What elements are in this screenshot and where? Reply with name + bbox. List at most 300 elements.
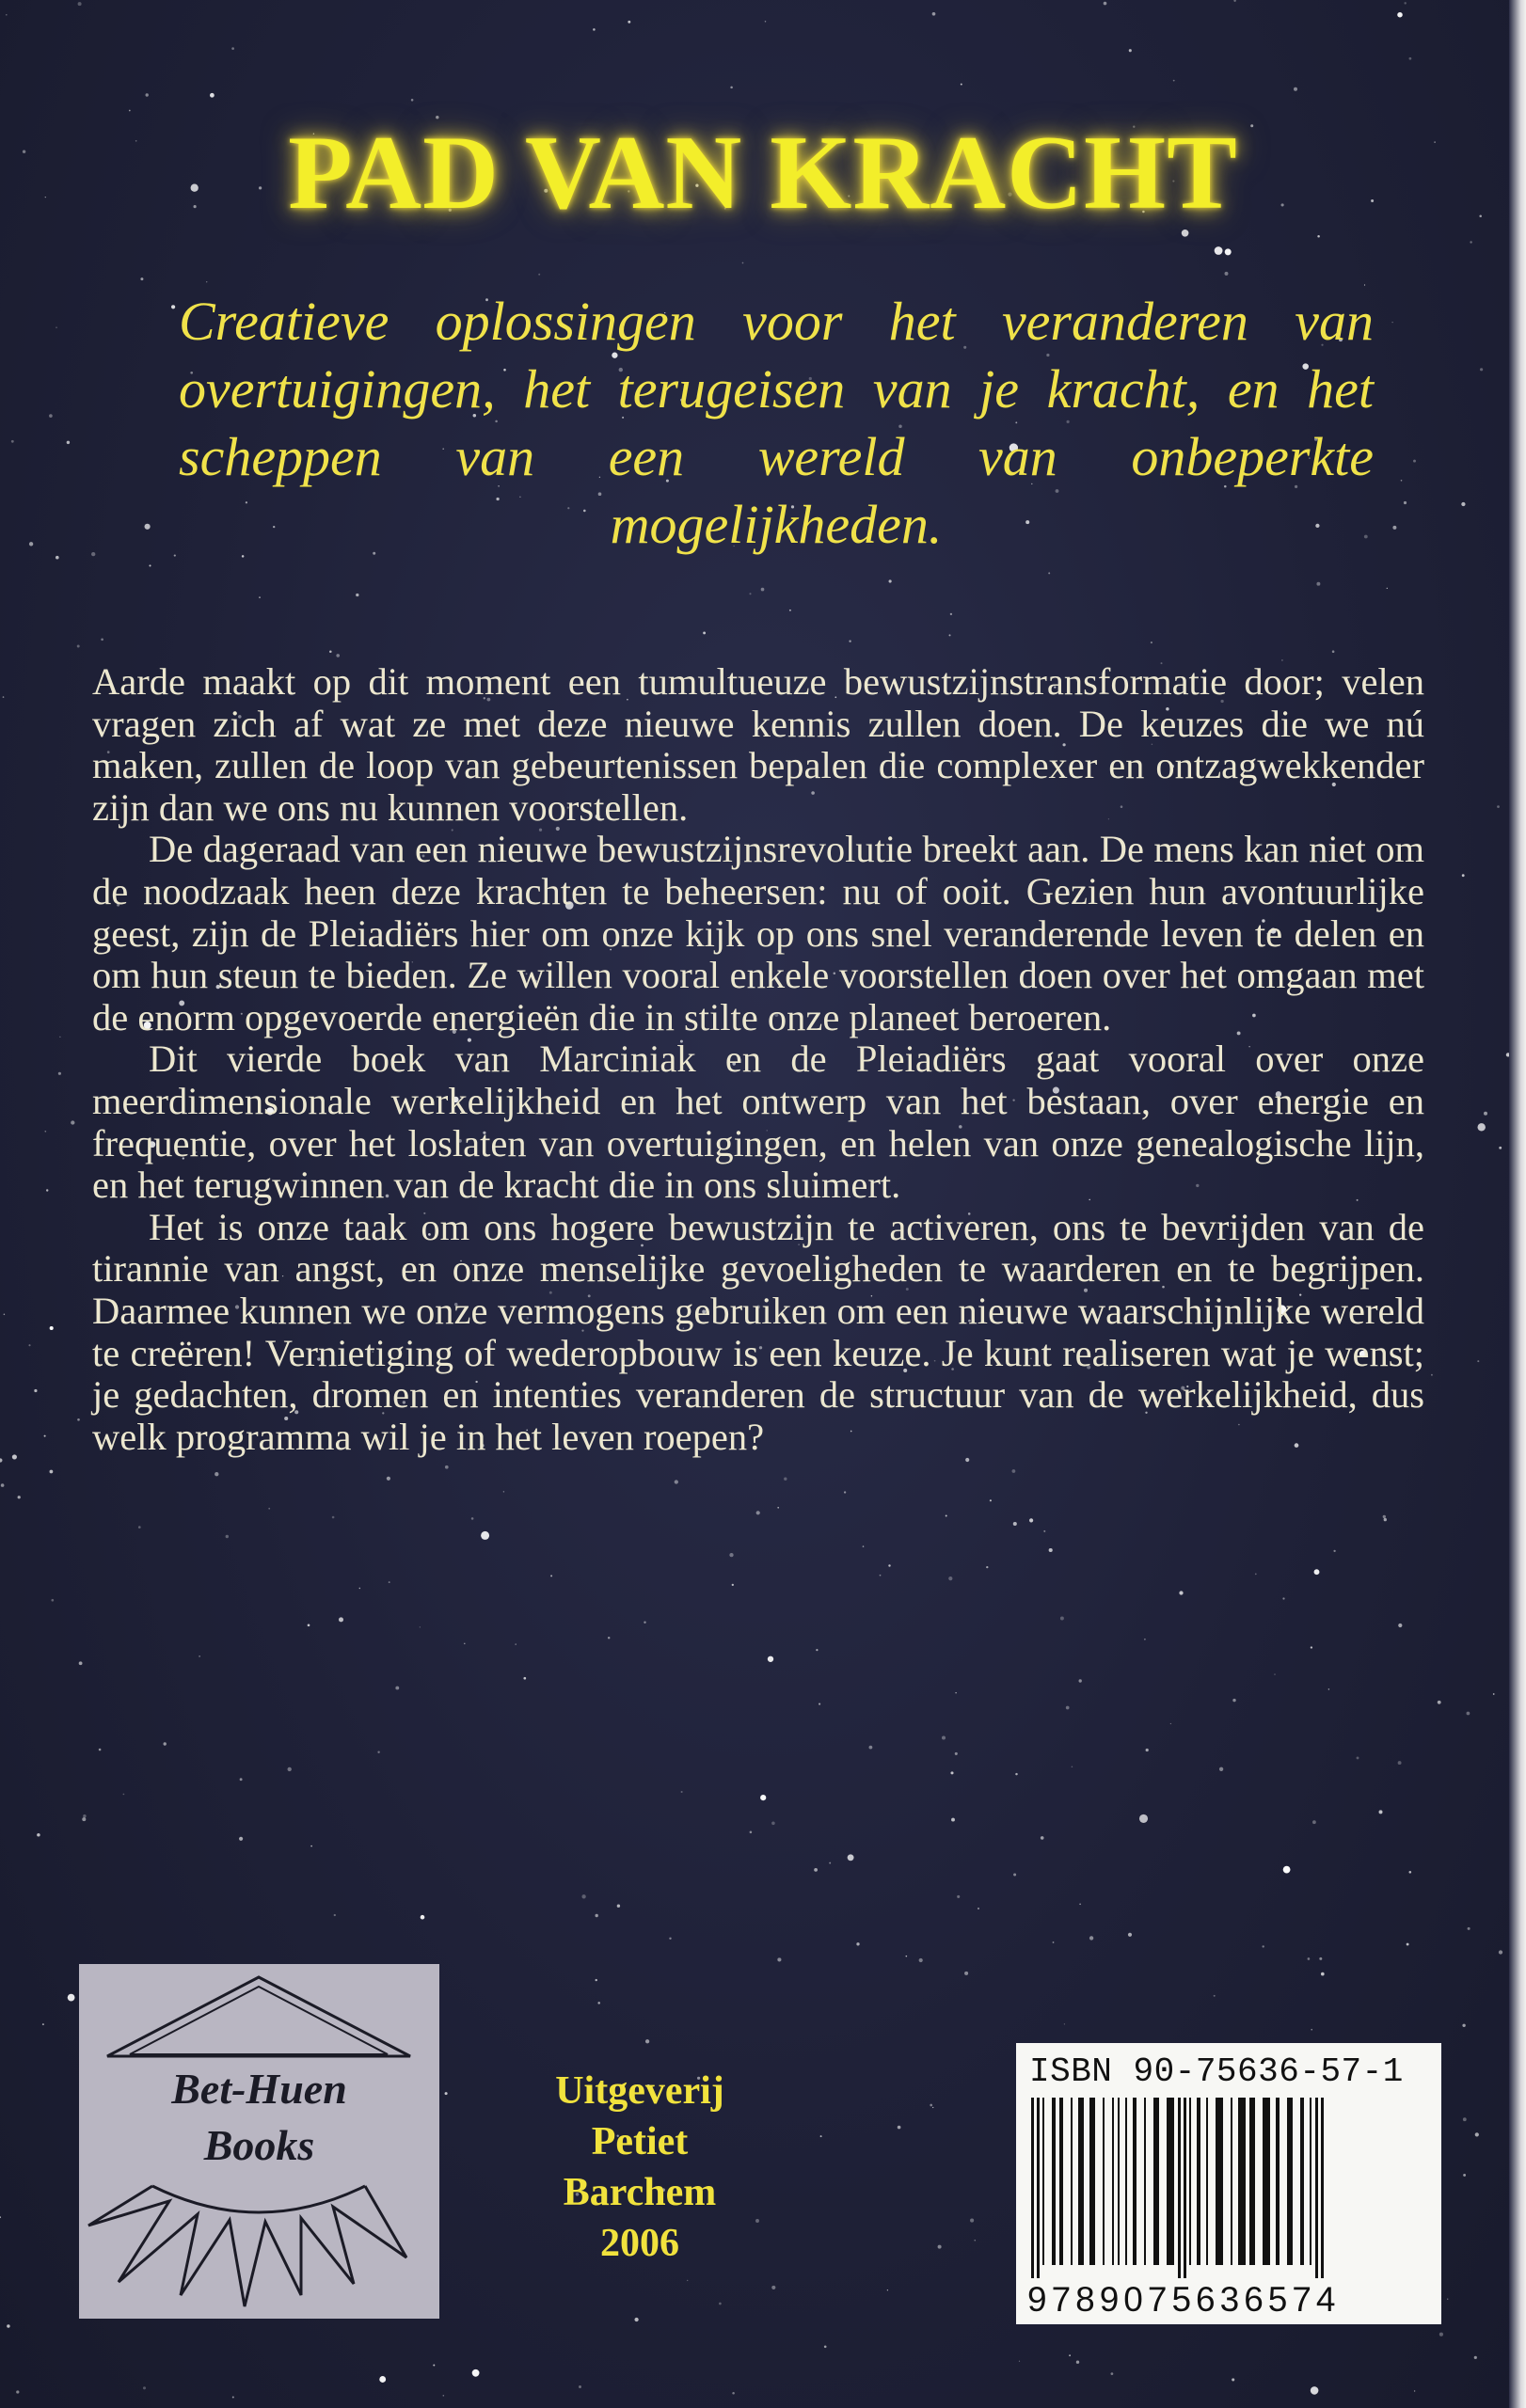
barcode-bars xyxy=(1025,2098,1432,2278)
barcode-bar xyxy=(1287,2098,1293,2265)
star xyxy=(1225,272,1229,276)
star xyxy=(771,2286,775,2289)
barcode-bar xyxy=(1263,2098,1270,2265)
star xyxy=(6,14,8,15)
star xyxy=(3,696,5,698)
star xyxy=(16,2390,19,2393)
star xyxy=(1332,650,1335,653)
star xyxy=(1170,1723,1171,1724)
star xyxy=(1019,2361,1020,2362)
star xyxy=(1312,1820,1316,1824)
barcode-bar xyxy=(1042,2098,1044,2265)
star xyxy=(538,274,540,276)
star xyxy=(814,1868,818,1872)
star xyxy=(1015,1773,1017,1775)
publisher-line1: Uitgeverij xyxy=(555,2069,724,2113)
star xyxy=(481,1531,489,1540)
star xyxy=(34,1389,37,1392)
star xyxy=(942,1735,946,1739)
star xyxy=(579,2385,581,2388)
star xyxy=(268,1508,270,1510)
star xyxy=(1076,2361,1079,2364)
star xyxy=(617,1905,620,1908)
star xyxy=(1069,2354,1071,2356)
star xyxy=(210,93,215,98)
barcode-bar xyxy=(1231,2098,1232,2265)
star xyxy=(11,440,14,443)
star xyxy=(1255,1574,1257,1576)
isbn-barcode xyxy=(1016,2043,1441,2324)
star xyxy=(389,1581,390,1583)
star xyxy=(1079,1904,1081,1906)
star xyxy=(1060,1617,1064,1621)
star xyxy=(443,2395,445,2397)
star xyxy=(932,2107,933,2108)
star xyxy=(226,1535,229,1538)
star xyxy=(288,1767,292,1771)
star xyxy=(1049,1548,1053,1552)
star xyxy=(411,99,414,102)
star xyxy=(957,1895,960,1898)
star xyxy=(377,1751,379,1753)
blurb-paragraph: Dit vierde boek van Marciniak en de Pleiadiërs gaat vooral over onze meerdimensionale werkelijkheid en het ontwerp van het bestaan, over energie en frequentie, over het loslaten van overtuigingen, en helen van onze genealogische lijn, en het terugwinnen van de kracht die in ons sluimert. xyxy=(92,1038,1424,1207)
star xyxy=(1079,1679,1082,1682)
star xyxy=(1232,1699,1235,1702)
star xyxy=(1407,1943,1409,1946)
star xyxy=(848,1854,854,1861)
star xyxy=(0,1458,2,1462)
star xyxy=(146,93,149,96)
star xyxy=(1012,1469,1016,1473)
star xyxy=(464,1643,465,1644)
star xyxy=(1364,284,1365,285)
star xyxy=(1029,1518,1033,1522)
star xyxy=(1151,642,1152,643)
star xyxy=(1282,1597,1284,1599)
star xyxy=(742,262,744,264)
star xyxy=(359,1588,360,1589)
star xyxy=(1398,1624,1402,1627)
star xyxy=(58,1072,61,1075)
star xyxy=(1053,1941,1055,1943)
star xyxy=(1319,1957,1322,1960)
star xyxy=(1,1483,5,1487)
star xyxy=(174,555,176,557)
star xyxy=(1499,1950,1502,1954)
star xyxy=(829,1862,831,1864)
barcode-bar xyxy=(1276,2098,1280,2265)
star xyxy=(675,1480,678,1483)
star xyxy=(1225,248,1232,255)
barcode-bar xyxy=(1089,2098,1095,2265)
star xyxy=(581,1894,585,1898)
star xyxy=(1474,2356,1477,2359)
barcode-bar xyxy=(1321,2098,1324,2278)
star xyxy=(986,1566,988,1568)
star xyxy=(819,1703,820,1705)
star xyxy=(965,1458,969,1462)
star xyxy=(310,1846,312,1847)
barcode-bar xyxy=(1125,2098,1127,2265)
star xyxy=(1041,1836,1044,1840)
star xyxy=(232,2396,234,2398)
star xyxy=(77,1418,80,1421)
star xyxy=(1480,368,1483,371)
barcode-bar xyxy=(1197,2098,1200,2265)
star xyxy=(259,596,261,598)
publisher-logo xyxy=(79,1964,439,2319)
star xyxy=(990,1499,992,1501)
barcode-bar xyxy=(1103,2098,1105,2265)
star xyxy=(140,277,143,280)
star xyxy=(1461,502,1465,506)
star xyxy=(1387,588,1388,589)
star xyxy=(1173,80,1175,82)
star xyxy=(471,1517,474,1520)
star xyxy=(421,1915,425,1920)
star xyxy=(1294,87,1297,91)
star xyxy=(231,47,234,50)
blurb-paragraph: De dageraad van een nieuwe bewustzijnsrevolutie breekt aan. De mens kan niet om de noodzaak heen deze krachten te beheersen: nu of ooit. Gezien hun avontuurlijke geest, zijn de Pleiadiërs hier om onze kijk op ons snel veranderende leven te delen en om hun steun te bieden. Ze willen vooral enkele voorstellen doen over het omgaan met de enorm opgevoerde energieën die in stilte onze planeet beroeren. xyxy=(92,828,1424,1038)
barcode-bar xyxy=(1118,2098,1120,2265)
star xyxy=(46,1189,48,1191)
star xyxy=(887,2289,888,2290)
star xyxy=(1013,1522,1017,1526)
barcode-bar xyxy=(1310,2098,1311,2265)
star xyxy=(129,110,131,112)
barcode-bar xyxy=(1300,2098,1304,2265)
star xyxy=(1438,1701,1441,1704)
star xyxy=(143,2386,146,2389)
logo-text-line1: Bet-Huen xyxy=(171,2065,347,2113)
barcode-bar xyxy=(1144,2098,1146,2265)
star xyxy=(206,281,207,282)
star xyxy=(644,1622,645,1624)
star xyxy=(970,2219,974,2223)
star xyxy=(756,1511,760,1514)
star xyxy=(750,1831,753,1834)
star xyxy=(1179,1591,1183,1594)
star xyxy=(730,87,733,89)
star xyxy=(1089,1936,1093,1940)
star xyxy=(820,2135,822,2137)
star xyxy=(1111,2372,1114,2375)
star xyxy=(1321,1972,1325,1976)
publisher-info xyxy=(470,2066,809,2269)
star xyxy=(1316,582,1320,586)
star xyxy=(1447,2298,1448,2299)
barcode-bar xyxy=(1315,2098,1318,2278)
star xyxy=(1477,1360,1479,1362)
star xyxy=(1043,1530,1045,1532)
blurb-paragraph: Aarde maakt op dit moment een tumultueuze bewustzijnstransformatie door; velen vragen zich af wat ze met deze nieuwe kennis zullen doen. De keuzes die we nú maken, zullen de loop van gebeurtenissen bepalen die complexer en ontzagwekkender zijn dan we ons nu kunnen voorstellen. xyxy=(92,660,1424,829)
star xyxy=(1383,1515,1386,1518)
star xyxy=(240,1778,243,1781)
star xyxy=(1311,2029,1312,2031)
star xyxy=(123,1794,125,1796)
star xyxy=(628,21,630,24)
publisher-line3: Barchem xyxy=(563,2171,717,2214)
star xyxy=(1439,2333,1443,2337)
star xyxy=(669,1938,671,1940)
star xyxy=(71,1120,74,1124)
star xyxy=(1379,1810,1383,1814)
star xyxy=(1475,2132,1479,2136)
barcode-bar xyxy=(1178,2098,1181,2278)
star xyxy=(1129,49,1132,52)
star xyxy=(1311,2386,1319,2395)
star xyxy=(955,1752,958,1755)
star xyxy=(1232,2378,1234,2381)
star xyxy=(978,1908,979,1909)
star xyxy=(445,1465,449,1469)
star xyxy=(1397,12,1403,18)
star xyxy=(523,1677,526,1680)
star xyxy=(749,593,751,594)
star xyxy=(1013,1874,1016,1877)
star xyxy=(889,579,892,582)
star xyxy=(50,1326,54,1330)
star xyxy=(703,631,706,634)
star xyxy=(356,594,358,596)
star xyxy=(44,1131,46,1133)
star xyxy=(856,1942,859,1945)
star xyxy=(1493,1693,1495,1695)
star xyxy=(597,2002,600,2004)
star xyxy=(777,1957,781,1961)
star xyxy=(12,1454,17,1459)
star xyxy=(149,564,151,566)
star xyxy=(898,2126,901,2130)
star xyxy=(28,1344,30,1346)
star xyxy=(0,2216,1,2218)
star xyxy=(145,524,151,530)
star xyxy=(1066,1706,1070,1710)
barcode-bar xyxy=(1037,2098,1040,2278)
star xyxy=(503,1491,504,1492)
publication-year: 2006 xyxy=(600,2222,679,2265)
star xyxy=(634,2318,638,2321)
star xyxy=(1048,572,1050,574)
star xyxy=(395,1687,399,1690)
star xyxy=(849,641,850,642)
barcode-bar xyxy=(1112,2098,1114,2265)
star xyxy=(645,2039,649,2043)
barcode-bar xyxy=(1189,2098,1191,2265)
star xyxy=(1484,1112,1487,1116)
star xyxy=(919,1958,923,1962)
star xyxy=(950,613,952,615)
star xyxy=(950,1771,953,1774)
ean-number: 9789075636574 xyxy=(1027,2280,1341,2319)
star xyxy=(78,2,82,6)
star xyxy=(101,638,103,641)
star xyxy=(1409,57,1412,60)
isbn-label: ISBN 90-75636-57-1 xyxy=(1029,2052,1404,2091)
barcode-bar xyxy=(1184,2098,1186,2278)
star xyxy=(1384,1518,1387,1521)
star xyxy=(215,1472,218,1476)
star xyxy=(1104,2,1107,6)
star xyxy=(336,654,340,657)
star xyxy=(433,2364,435,2366)
star xyxy=(332,1516,335,1519)
star xyxy=(955,1692,956,1693)
star xyxy=(687,2280,688,2281)
star xyxy=(906,1956,908,1957)
star xyxy=(768,1656,773,1662)
star xyxy=(1499,1147,1502,1149)
star xyxy=(869,1746,873,1750)
star xyxy=(789,610,791,611)
star xyxy=(472,2369,480,2377)
barcode-bar xyxy=(1133,2098,1137,2265)
star xyxy=(1144,1639,1146,1640)
barcode-bar xyxy=(1153,2098,1159,2265)
barcode-bar xyxy=(1052,2098,1056,2265)
star xyxy=(164,1742,167,1745)
logo-text-line2: Books xyxy=(203,2121,315,2169)
star xyxy=(44,1435,46,1437)
star xyxy=(816,1649,818,1651)
star xyxy=(949,634,951,636)
star xyxy=(1392,526,1396,530)
star xyxy=(938,2245,942,2249)
star xyxy=(339,1617,343,1622)
star xyxy=(67,441,70,444)
star xyxy=(1409,1871,1412,1874)
star xyxy=(18,1496,21,1498)
star xyxy=(445,2092,448,2095)
star xyxy=(1470,241,1471,243)
barcode-bar xyxy=(1059,2098,1063,2265)
star xyxy=(961,84,962,86)
star xyxy=(308,1624,310,1626)
star xyxy=(1404,501,1407,504)
star xyxy=(732,1584,734,1586)
barcode-bar xyxy=(1249,2098,1255,2265)
star xyxy=(1314,1569,1320,1575)
star xyxy=(91,552,95,556)
star xyxy=(550,1575,552,1576)
star xyxy=(1463,2174,1466,2177)
book-title: PAD VAN KRACHT xyxy=(288,115,1238,231)
star xyxy=(608,1637,610,1639)
star xyxy=(379,2376,386,2383)
star xyxy=(1219,1767,1223,1771)
star xyxy=(82,1817,86,1821)
star xyxy=(1404,2,1406,4)
star xyxy=(51,1599,54,1602)
star xyxy=(1262,1945,1264,1947)
star xyxy=(761,588,765,592)
publisher-line2: Petiet xyxy=(591,2120,689,2163)
barcode-bar xyxy=(1031,2098,1034,2278)
star xyxy=(784,1478,787,1481)
barcode-bar xyxy=(1071,2098,1073,2265)
star xyxy=(1468,1927,1470,1930)
barcode-bar xyxy=(1238,2098,1246,2265)
barcode-bar xyxy=(1216,2098,1223,2265)
star xyxy=(515,1643,517,1645)
star xyxy=(1214,1995,1216,1997)
star xyxy=(99,1749,102,1751)
star xyxy=(863,1545,865,1547)
star xyxy=(824,2346,827,2349)
star xyxy=(49,414,53,418)
star xyxy=(760,1795,766,1800)
star xyxy=(50,1470,54,1474)
star xyxy=(1414,2390,1415,2391)
star xyxy=(975,2240,976,2241)
star xyxy=(930,2104,932,2107)
star xyxy=(964,1972,968,1975)
barcode-bar xyxy=(1167,2098,1174,2265)
star xyxy=(771,1822,775,1826)
star xyxy=(1317,235,1320,238)
star xyxy=(1328,1688,1330,1690)
star xyxy=(1311,1646,1312,1648)
star xyxy=(56,556,59,560)
star xyxy=(1398,1761,1402,1765)
star xyxy=(1333,1550,1335,1552)
star xyxy=(387,1477,390,1481)
star xyxy=(765,21,767,23)
star xyxy=(946,1515,947,1517)
star xyxy=(1274,1673,1275,1674)
star xyxy=(37,1833,40,1837)
star xyxy=(77,645,80,648)
star xyxy=(56,326,57,328)
star xyxy=(729,1553,733,1557)
star xyxy=(1413,460,1416,463)
star xyxy=(329,651,332,654)
star xyxy=(777,1507,779,1509)
star xyxy=(719,2303,722,2305)
star xyxy=(1308,1957,1311,1960)
star xyxy=(334,1914,336,1916)
star xyxy=(593,28,596,31)
star xyxy=(1146,1749,1149,1751)
star xyxy=(732,2392,735,2395)
star xyxy=(1357,1756,1359,1759)
star xyxy=(239,1837,243,1841)
star xyxy=(1233,0,1235,2)
blurb-paragraph: Het is onze taak om ons hogere bewustzijn te activeren, ons te bevrijden van de tirannie van angst, en onze menselijke gevoeligheden te waarderen en te begrijpen. Daarmee kunnen we onze vermogens gebruiken om een nieuwe waarschijnlijke wereld te creëren! Vernietiging of wederopbouw is een keuze. Je kunt realiseren wat je wenst; je gedachten, dromen en intenties veranderen de structuur van de werkelijkheid, dus welk programma wil je in het leven roepen? xyxy=(92,1205,1424,1458)
star xyxy=(888,1564,890,1566)
star xyxy=(1467,1712,1470,1716)
star xyxy=(1139,1814,1148,1823)
star xyxy=(29,542,33,546)
star xyxy=(595,1914,597,1917)
star xyxy=(1128,1933,1132,1937)
star xyxy=(79,1661,83,1665)
star xyxy=(1283,1866,1291,1874)
barcode-bar xyxy=(1206,2098,1208,2265)
star xyxy=(1477,1123,1485,1131)
star xyxy=(951,1818,955,1822)
blurb-text xyxy=(92,661,1424,1458)
star xyxy=(948,1576,952,1580)
star xyxy=(844,1491,846,1493)
star xyxy=(1401,480,1403,482)
star xyxy=(681,1791,683,1793)
star xyxy=(1462,2024,1465,2027)
star xyxy=(68,1994,75,2002)
star xyxy=(1462,874,1465,877)
star xyxy=(1463,2117,1467,2121)
star xyxy=(138,1526,141,1529)
